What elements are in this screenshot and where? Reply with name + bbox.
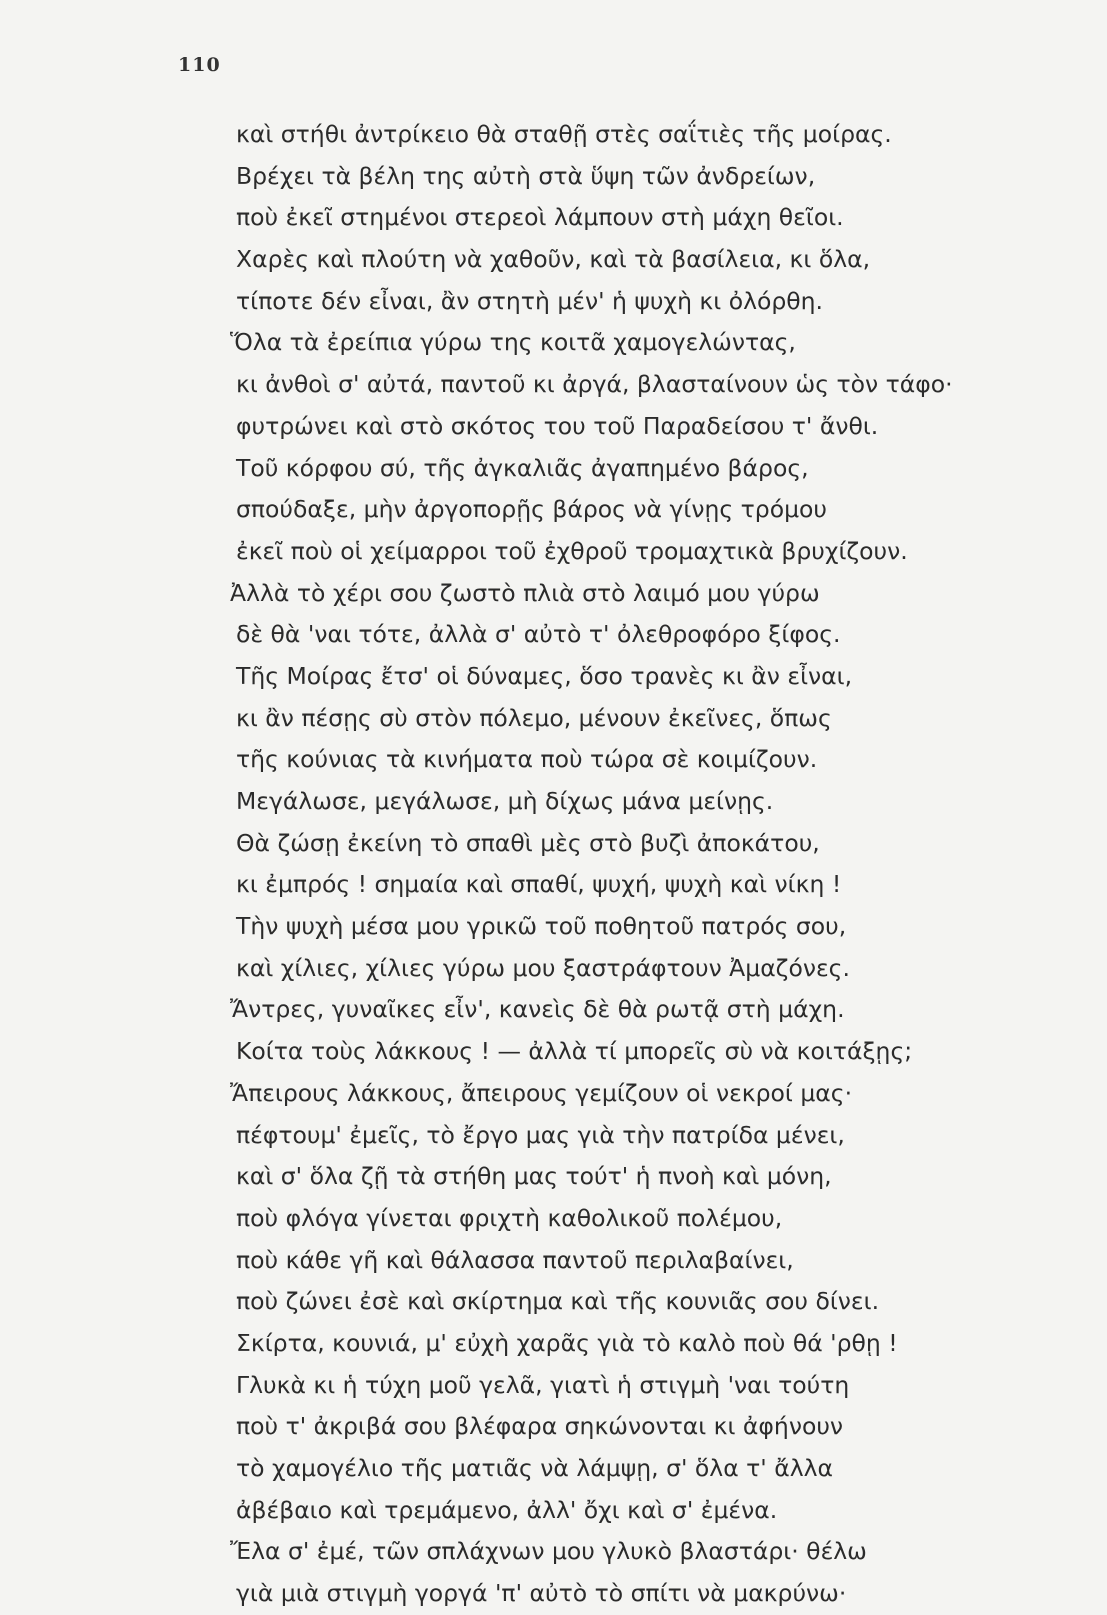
verse-line: Τὴν ψυχὴ μέσα μου γρικῶ τοῦ ποθητοῦ πατρός σου, xyxy=(236,912,847,941)
verse-line: Ἄπειρους λάκκους, ἄπειρους γεμίζουν οἱ νεκροί μας· xyxy=(230,1078,853,1107)
verse-line: σπούδαξε, μὴν ἀργοπορῇς βάρος νὰ γίνῃς τρόμου xyxy=(236,495,828,524)
verse-line: Γλυκὰ κι ἡ τύχη μοῦ γελᾶ, γιατὶ ἡ στιγμὴ 'ναι τούτη xyxy=(236,1370,850,1399)
verse-line: Ἔλα σ' ἐμέ, τῶν σπλάχνων μου γλυκὸ βλαστάρι· θέλω xyxy=(230,1537,867,1566)
verse-line: καὶ χίλιες, χίλιες γύρω μου ξαστράφτουν Ἀμαζόνες. xyxy=(236,953,850,982)
verse-line: ποὺ κάθε γῆ καὶ θάλασσα παντοῦ περιλαβαίνει, xyxy=(236,1245,794,1274)
verse-line: τίποτε δέν εἶναι, ἂν στητὴ μέν' ἡ ψυχὴ κι ὀλόρθη. xyxy=(236,286,824,315)
verse-line: τὸ χαμογέλιο τῆς ματιᾶς νὰ λάμψῃ, σ' ὅλα τ' ἄλλα xyxy=(236,1454,834,1482)
verse-line: δὲ θὰ 'ναι τότε, ἀλλὰ σ' αὐτὸ τ' ὀλεθροφόρο ξίφος. xyxy=(236,620,841,649)
verse-line: Ἄντρες, γυναῖκες εἶν', κανεὶς δὲ θὰ ρωτᾷ στὴ μάχη. xyxy=(230,995,845,1024)
verse-line: καὶ σ' ὅλα ζῇ τὰ στήθη μας τούτ' ἡ πνοὴ καὶ μόνη, xyxy=(236,1162,832,1191)
verse-line: Μεγάλωσε, μεγάλωσε, μὴ δίχως μάνα μείνῃς. xyxy=(236,787,774,815)
verse-line: Θὰ ζώσῃ ἐκείνη τὸ σπαθὶ μὲς στὸ βυζὶ ἀποκάτου, xyxy=(236,828,820,857)
poem-text xyxy=(230,114,1076,1615)
verse-line: Κοίτα τοὺς λάκκους ! — ἀλλὰ τί μπορεῖς σὺ νὰ κοιτάξῃς; xyxy=(236,1037,913,1066)
verse-line: καὶ στήθι ἀντρίκειο θὰ σταθῇ στὲς σαΐτιὲς τῆς μοίρας. xyxy=(236,120,892,148)
verse-line: Σκίρτα, κουνιά, μ' εὐχὴ χαρᾶς γιὰ τὸ καλὸ ποὺ θά 'ρθῃ ! xyxy=(236,1328,898,1357)
verse-line: Τῆς Μοίρας ἔτσ' οἱ δύναμες, ὅσο τρανὲς κι ἂν εἶναι, xyxy=(236,661,853,690)
verse-line: κι ἐμπρός ! σημαία καὶ σπαθί, ψυχή, ψυχὴ καὶ νίκη ! xyxy=(236,870,842,899)
verse-line: Ἀλλὰ τὸ χέρι σου ζωστὸ πλιὰ στὸ λαιμό μου γύρω xyxy=(230,578,820,607)
verse-line: πέφτουμ' ἐμεῖς, τὸ ἔργο μας γιὰ τὴν πατρίδα μένει, xyxy=(236,1120,845,1149)
verse-line: ἐκεῖ ποὺ οἱ χείμαρροι τοῦ ἐχθροῦ τρομαχτικὰ βρυχίζουν. xyxy=(236,536,908,565)
verse-line: γιὰ μιὰ στιγμὴ γοργά 'π' αὐτὸ τὸ σπίτι νὰ μακρύνω· xyxy=(236,1579,847,1608)
verse-line: φυτρώνει καὶ στὸ σκότος του τοῦ Παραδείσου τ' ἄνθι. xyxy=(236,411,879,440)
verse-line: Βρέχει τὰ βέλη της αὐτὴ στὰ ὕψη τῶν ἀνδρείων, xyxy=(236,161,816,190)
verse-line: Τοῦ κόρφου σύ, τῆς ἀγκαλιᾶς ἀγαπημένο βάρος, xyxy=(236,453,809,482)
verse-line: τῆς κούνιας τὰ κινήματα ποὺ τώρα σὲ κοιμίζουν. xyxy=(236,745,818,774)
verse-line: ποὺ ἐκεῖ στημένοι στερεοὶ λάμπουν στὴ μάχη θεῖοι. xyxy=(236,203,844,232)
verse-line: ποὺ τ' ἀκριβά σου βλέφαρα σηκώνονται κι ἀφήνουν xyxy=(236,1412,844,1441)
verse-line: Χαρὲς καὶ πλούτη νὰ χαθοῦν, καὶ τὰ βασίλεια, κι ὅλα, xyxy=(236,245,871,274)
verse-line: Ὅλα τὰ ἐρείπια γύρω της κοιτᾶ χαμογελώντας, xyxy=(230,328,796,357)
page-number: 110 xyxy=(178,54,221,76)
verse-line: ποὺ ζώνει ἐσὲ καὶ σκίρτημα καὶ τῆς κουνιᾶς σου δίνει. xyxy=(236,1287,880,1316)
verse-line: κι ἀνθοὶ σ' αὐτά, παντοῦ κι ἀργά, βλασταίνουν ὡς τὸν τάφο· xyxy=(236,370,953,399)
verse-line: ἀβέβαιο καὶ τρεμάμενο, ἀλλ' ὄχι καὶ σ' ἐμένα. xyxy=(236,1495,778,1524)
verse-line: ποὺ φλόγα γίνεται φριχτὴ καθολικοῦ πολέμου, xyxy=(236,1203,783,1232)
verse-line: κι ἂν πέσῃς σὺ στὸν πόλεμο, μένουν ἐκεῖνες, ὅπως xyxy=(236,703,832,732)
